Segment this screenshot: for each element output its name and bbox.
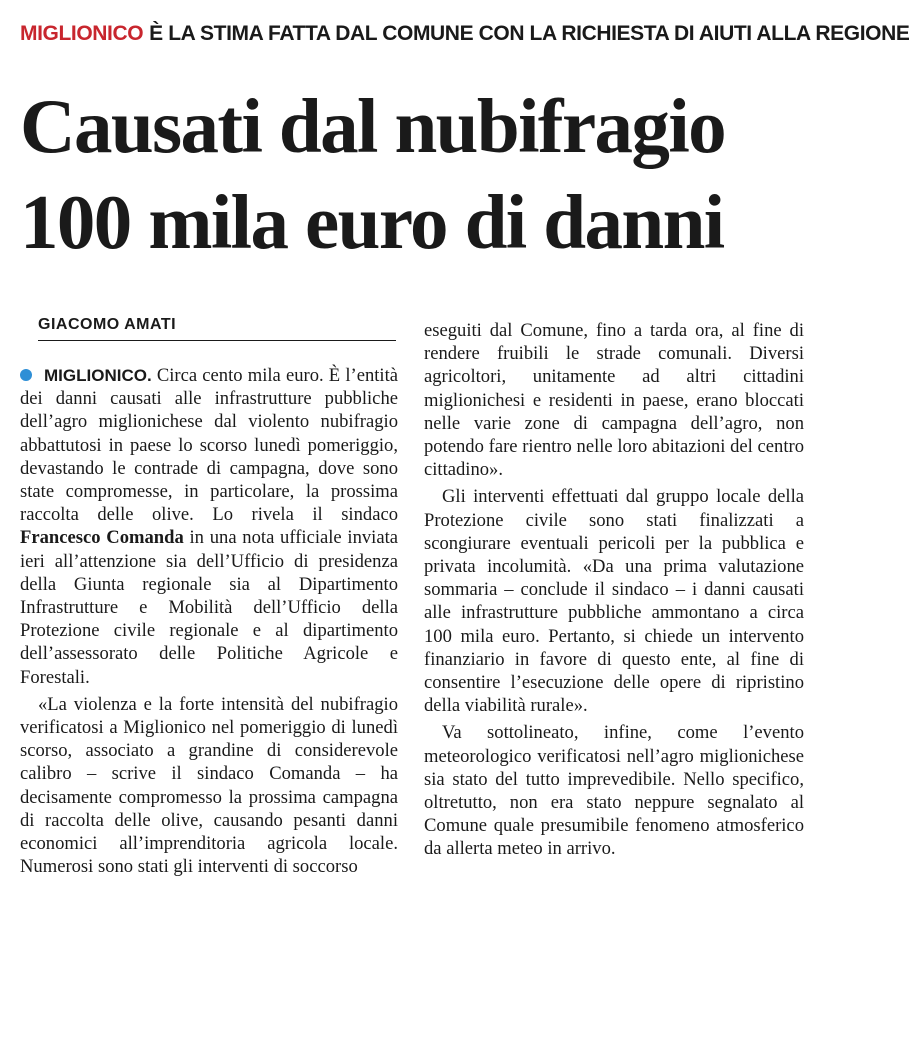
dateline: MIGLIONICO. — [44, 366, 152, 385]
headline — [20, 78, 819, 270]
person-name: Francesco Comanda — [20, 527, 184, 549]
article-paragraph-3: Gli interventi effettuati dal gruppo locale della Protezione civile sono stati finalizzati a scongiurare eventuali pericoli per la pubblica e privata incolumità. «Da una prima valutazione sommaria – conclude il sindaco – i danni causati alle infrastrutture pubbliche ammontano a circa 100 mila euro. Pertanto, si chiede un intervento finanziario in favore di questo ente, al fine di consentire l’esecuzione delle opere di ripristino della viabilità rurale». — [424, 486, 804, 717]
kicker-place: MIGLIONICO — [20, 22, 144, 45]
article-paragraph-2-continued: eseguiti dal Comune, fino a tarda ora, al fine di rendere fruibili le strade comunali. Diversi agricoltori, unitamente ad altri cittadini miglionichesi e residenti in paese, erano bloccati nelle varie zone di campagna dell’agro, non potendo fare rientro nelle loro abitazioni del centro cittadino». — [424, 320, 804, 481]
headline-line-1: Causati dal nubifragio — [20, 83, 726, 169]
kicker-text: È LA STIMA FATTA DAL COMUNE CON LA RICHIESTA DI AIUTI ALLA REGIONE — [149, 22, 909, 45]
article-paragraph-4: Va sottolineato, infine, come l’evento meteorologico verificatosi nell’agro miglionichese sia stato del tutto imprevedibile. Nello specifico, oltretutto, non era stato neppure segnalato al Comune quale presumibile fenomeno atmosferico da allerta meteo in arrivo. — [424, 722, 804, 860]
bullet-dot-icon — [20, 369, 32, 381]
headline-line-2: 100 mila euro di danni — [20, 179, 724, 265]
article-paragraph-1 — [20, 364, 398, 689]
kicker — [20, 22, 909, 46]
paragraph-1-text-b: in una nota ufficiale inviata ieri all’attenzione sia dell’Ufficio di presidenza della Giunta regionale sia al Dipartimento Infrastrutture e Mobilità dell’Ufficio della Protezione civile regionale e al dipartimento dell’assessorato delle Politiche Agricole e Forestali. — [20, 527, 398, 688]
byline: GIACOMO AMATI — [38, 316, 396, 341]
paragraph-1-text-a: Circa cento mila euro. È l’entità dei danni causati alle infrastrutture pubbliche dell’agro miglionichese dal violento nubifragio abbattutosi in paese lo scorso lunedì pomeriggio, devastando le contrade di campagna, dove sono state compromesse, in particolare, la prossima raccolta delle olive. Lo rivela il sindaco — [20, 365, 398, 526]
article-paragraph-2: «La violenza e la forte intensità del nubifragio verificatosi a Miglionico nel pomeriggio di lunedì scorso, associato a grandine di considerevole calibro – scrive il sindaco Comanda – ha decisamente compromesso la prossima campagna di raccolta delle olive, causando pesanti danni economici all’imprenditoria agricola locale. Numerosi sono stati gli interventi di soccorso — [20, 693, 398, 878]
article-column-1 — [20, 364, 398, 878]
article-column-2 — [424, 319, 804, 861]
